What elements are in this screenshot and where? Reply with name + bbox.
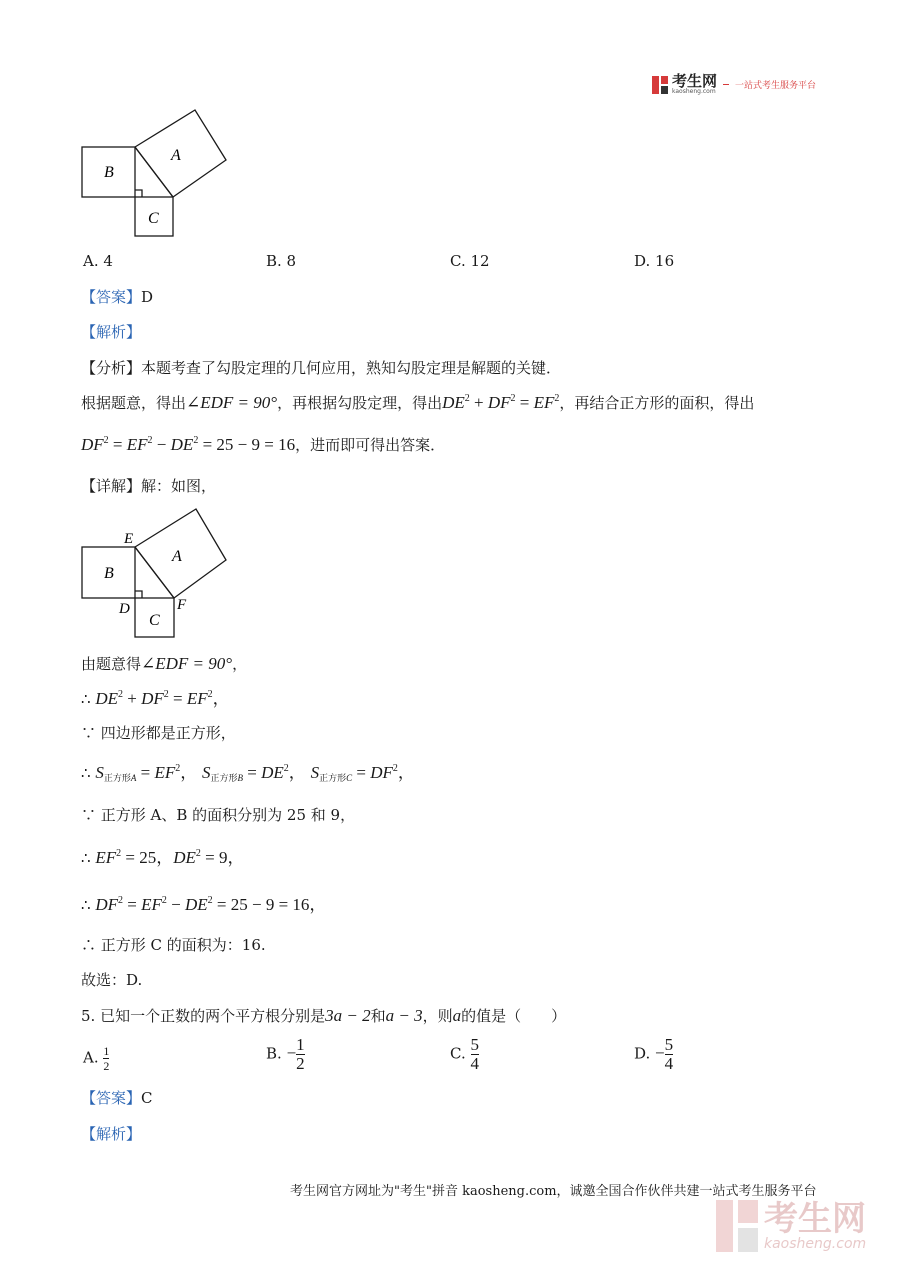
text-segment: ，进而即可得出答案． <box>295 436 446 454</box>
math-angle-edf: ∠EDF = 90° <box>141 654 233 673</box>
numerator: 1 <box>103 1044 110 1058</box>
subscript-text: 正方形 <box>103 773 131 783</box>
math-area-c: $S_{正方形C} = DF^2$， <box>310 763 415 783</box>
q5-option-b <box>266 1036 305 1073</box>
q5-analysis-tag: 【解析】 <box>81 1125 142 1143</box>
therefore-symbol: ∴ <box>81 849 91 867</box>
therefore-symbol: ∴ <box>81 690 91 708</box>
subscript-text: 正方形 <box>319 773 347 783</box>
option-label: D. <box>634 1044 651 1063</box>
option-label: B. <box>266 1044 282 1063</box>
math-df-calc: $DF^2 = EF^2 - DE^2 = 25 - 9 = 16$， <box>95 895 327 914</box>
math-pythagoras: $DE^2 + DF^2 = EF^2$， <box>95 689 230 708</box>
label-c: C <box>149 612 160 629</box>
therefore-symbol: ∴ <box>81 764 91 782</box>
label-e: E <box>124 531 134 547</box>
question-number: 5. <box>81 1007 96 1025</box>
fraction <box>103 1044 109 1073</box>
fraction <box>296 1036 305 1073</box>
step-5: ∵ 正方形 A、B 的面积分别为 25 和 9， <box>81 806 356 824</box>
q5-option-a <box>83 1044 109 1073</box>
text-segment: 由题意得 <box>81 655 142 673</box>
label-f: F <box>177 597 187 613</box>
text-segment: ， <box>232 655 248 673</box>
q4-answer <box>81 287 153 307</box>
footer-text: 考生网官方网址为"考生"拼音 kaosheng.com，诚邀全国合作伙伴共建一站式考生服务平台 <box>290 1184 817 1199</box>
denominator: 4 <box>664 1054 674 1073</box>
q4-reasoning-line-2 <box>81 435 445 455</box>
header-logo <box>652 74 816 95</box>
math-pythagoras: $DE^2 + DF^2 = EF^2$ <box>442 393 560 412</box>
detail-text: 解：如图， <box>141 477 217 495</box>
triangle-hypotenuse <box>135 547 174 598</box>
text-segment: ，则 <box>422 1007 453 1025</box>
logo-name: 考生网 <box>672 72 718 90</box>
step-4 <box>81 763 415 783</box>
fraction <box>665 1036 674 1073</box>
fenxi-tag: 【分析】 <box>81 359 142 377</box>
text-segment: 和 <box>370 1007 386 1025</box>
fraction <box>471 1036 480 1073</box>
math-df-calc: $DF^2 = EF^2 - DE^2 = 25 - 9 = 16$ <box>81 435 296 454</box>
numerator: 5 <box>664 1035 674 1054</box>
label-d: D <box>119 601 130 617</box>
q4-option-c: C. 12 <box>450 252 490 270</box>
watermark-logo-icon <box>716 1200 758 1252</box>
numerator: 5 <box>470 1035 479 1054</box>
math-expr-1: 3a − 2 <box>325 1006 371 1025</box>
q4-reasoning-line <box>81 393 754 413</box>
option-label: C. <box>450 1044 466 1063</box>
q4-analysis-tag: 【解析】 <box>81 323 142 341</box>
logo-domain: kaosheng.com <box>672 88 716 95</box>
label-c: C <box>148 210 159 227</box>
watermark-name: 考生网 <box>764 1199 866 1239</box>
answer-value: D <box>141 288 154 306</box>
denominator: 2 <box>296 1054 305 1073</box>
option-label: A. <box>83 1048 99 1067</box>
q4-option-a: A. 4 <box>83 252 113 270</box>
therefore-symbol: ∴ <box>81 896 91 914</box>
math-var: a <box>452 1006 462 1025</box>
header-slogan: 一站式考生服务平台 <box>735 81 817 91</box>
right-angle-mark <box>135 591 142 598</box>
step-3: ∵ 四边形都是正方形， <box>81 724 236 742</box>
denominator: 2 <box>103 1059 110 1073</box>
label-a: A <box>171 147 181 164</box>
step-1 <box>81 654 247 674</box>
math-values: $EF^2 = 25$，$DE^2 = 9$， <box>95 848 245 867</box>
numerator: 1 <box>296 1035 305 1054</box>
step-2 <box>81 689 230 709</box>
text-segment: 已知一个正数的两个平方根分别是 <box>100 1007 326 1025</box>
label-b: B <box>104 565 114 582</box>
text-segment: ，再结合正方形的面积，得出 <box>559 394 755 412</box>
label-a: A <box>172 548 182 565</box>
step-7 <box>81 895 326 915</box>
math-area-a: $S_{正方形A} = EF^2$， <box>95 763 198 783</box>
figure-1-squares <box>78 104 238 240</box>
watermark-domain: kaosheng.com <box>764 1236 867 1252</box>
minus-sign: − <box>655 1043 665 1063</box>
fenxi-text: 本题考查了勾股定理的几何应用，熟知勾股定理是解题的关键． <box>141 359 562 377</box>
q5-answer <box>81 1088 153 1108</box>
minus-sign: − <box>286 1043 297 1063</box>
watermark <box>716 1200 866 1252</box>
q5-stem <box>81 1006 566 1026</box>
answer-tag: 【答案】 <box>81 1089 142 1107</box>
detail-tag: 【详解】 <box>81 477 142 495</box>
q5-option-c <box>450 1036 479 1073</box>
math-area-b: $S_{正方形B} = DE^2$， <box>202 763 306 783</box>
answer-tag: 【答案】 <box>81 288 142 306</box>
figure-2-squares <box>78 505 248 641</box>
subscript-text: 正方形 <box>210 773 238 783</box>
step-9: 故选：D. <box>81 971 143 989</box>
step-8: ∴ 正方形 C 的面积为：16. <box>81 936 266 954</box>
q4-option-b: B. 8 <box>266 252 297 270</box>
kaosheng-logo-icon <box>652 76 668 94</box>
text-segment: ，再根据勾股定理，得出 <box>277 394 443 412</box>
right-angle-mark <box>135 190 142 197</box>
text-segment: 根据题意，得出 <box>81 394 187 412</box>
q4-option-d: D. 16 <box>634 252 675 270</box>
denominator: 4 <box>470 1054 479 1073</box>
q5-option-d <box>634 1036 673 1073</box>
text-segment: 的值是（ ） <box>461 1007 567 1025</box>
q4-fenxi <box>81 358 561 378</box>
step-6 <box>81 848 244 868</box>
math-angle-edf: ∠EDF = 90° <box>186 393 278 412</box>
label-b: B <box>104 164 114 181</box>
answer-value: C <box>141 1089 153 1107</box>
math-expr-2: a − 3 <box>385 1006 423 1025</box>
q4-detail <box>81 476 216 496</box>
